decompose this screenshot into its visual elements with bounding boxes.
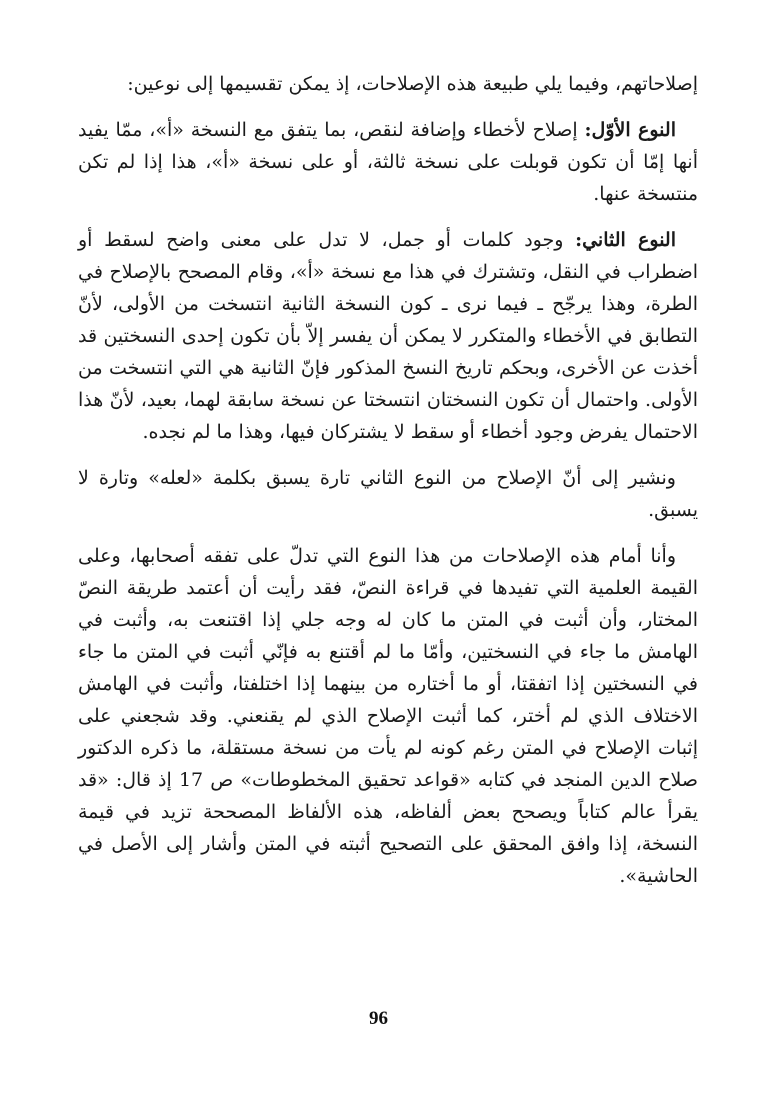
paragraph-text: وجود كلمات أو جمل، لا تدل على معنى واضح لسقط أو اضطراب في النقل، وتشترك في هذا مع نسخة «أ»، وقام المصحح بالإصلاح في الطرة، وهذا يرجّح ـ فيما نرى ـ كون النسخة الثانية انتسخت من الأولى، لأنّ التطابق في الأخطاء والمتكرر لا يمكن أن يفسر إلاّ بأن تكون إحدى النسختين قد أخذت عن الأخرى، وبحكم تاريخ النسخ المذكور فإنّ الثانية هي التي انتسخت من الأولى. واحتمال أن تكون النسختان انتسختا عن نسخة سابقة لهما، بعيد، لأنّ هذا الاحتمال يفرض وجود أخطاء أو سقط لا يشتركان فيها، وهذا ما لم نجده. bbox=[78, 229, 698, 443]
paragraph-text: إصلاح لأخطاء وإضافة لنقص، بما يتفق مع النسخة «أ»، ممّا يفيد أنها إمّا أن تكون قوبلت على نسخة ثالثة، أو على نسخة «أ»، هذا إذا لم تكن منتسخة عنها. bbox=[78, 119, 698, 205]
paragraph-intro bbox=[78, 68, 698, 100]
paragraph-text: ونشير إلى أنّ الإصلاح من النوع الثاني تارة يسبق بكلمة «لعله» وتارة لا يسبق. bbox=[78, 467, 698, 521]
page-number: 96 bbox=[369, 1008, 388, 1029]
paragraph-text: وأنا أمام هذه الإصلاحات من هذا النوع التي تدلّ على تفقه أصحابها، وعلى القيمة العلمية التي تفيدها في قراءة النصّ، فقد رأيت أن أعتمد طريقة النصّ المختار، وأن أثبت في المتن ما كان له وجه جلي إذا اقتنعت به، وأثبت في الهامش ما جاء في النسختين، وأمّا ما لم أقتنع به فإنّي أثبت في المتن ما جاء في النسختين إذا اتفقتا، أو ما أختاره من بينهما إذا اختلفتا، وأثبت في الهامش الاختلاف الذي لم أختر، كما أثبت الإصلاح الذي لم يقنعني. وقد شجعني على إثبات الإصلاح في المتن رغم كونه لم يأت من نسخة مستقلة، ما ذكره الدكتور صلاح الدين المنجد في كتابه «قواعد تحقيق المخطوطات» ص 17 إذ قال: «قد يقرأ عالم كتاباً ويصحح بعض ألفاظه، هذه الألفاظ المصححة تزيد في قيمة النسخة، إذا وافق المحقق على التصحيح أثبته في المتن وأشار إلى الأصل في الحاشية». bbox=[78, 545, 698, 887]
paragraph-heading: النوع الثاني: bbox=[575, 229, 676, 251]
paragraph-type-two bbox=[78, 224, 698, 448]
paragraph-heading: النوع الأوّل: bbox=[584, 119, 676, 141]
paragraph-text: إصلاحاتهم، وفيما يلي طبيعة هذه الإصلاحات، إذ يمكن تقسيمها إلى نوعين: bbox=[127, 73, 698, 95]
document-body bbox=[78, 68, 698, 906]
paragraph-method bbox=[78, 540, 698, 892]
paragraph-type-one bbox=[78, 114, 698, 210]
paragraph-note bbox=[78, 462, 698, 526]
